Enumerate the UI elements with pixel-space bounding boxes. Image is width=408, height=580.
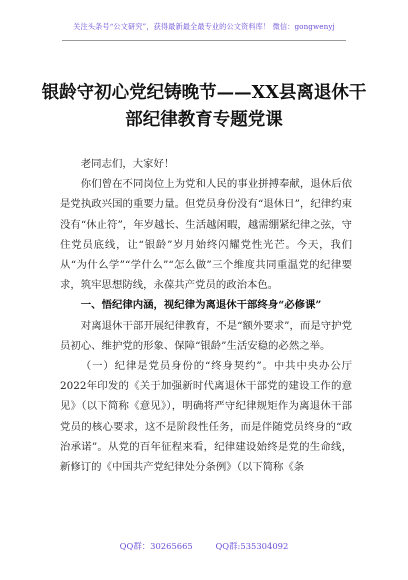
title-line-2: 部纪律教育专题党课 <box>125 110 283 130</box>
header-divider <box>62 40 346 41</box>
greeting: 老同志们，大家好！ <box>80 158 175 170</box>
footer-qq-2: QQ群:535304092 <box>215 541 289 551</box>
section-1-paragraph: 对离退休干部开展纪律教育，不是“额外要求”，而是守护党员初心、维护党的形象、保障“银龄”生活安稳的必然之举。 <box>60 319 352 352</box>
header-banner: 关注头条号“公文研究”，获得最新最全最专业的公文资料库！ 微信：gongwenyj <box>73 22 335 31</box>
footer-qq-1: QQ群：30265665 <box>119 541 193 551</box>
document-body <box>60 154 352 477</box>
intro-paragraph: 你们曾在不同岗位上为党和人民的事业拼搏奉献，退休后依是党执政兴国的重要力量。但党员身份没有“退休日”，纪律约束没有“休止符”，年岁越长、生活越闲暇，越需绷紧纪律之弦，守住党员底线，让“银龄”岁月始终闪耀党性光芒。今天，我们从“为什么学”“学什么”“怎么做”三个维度共同重温党的纪律要求，筑牢思想防线，永葆共产党员的政治本色。 <box>60 178 352 292</box>
footer-contacts <box>0 540 408 552</box>
section-1-heading: 一、悟纪律内涵，视纪律为离退休干部终身“必修课” <box>80 299 322 312</box>
subsection-1-paragraph: （一）纪律是党员身份的“终身契约”。中共中央办公厅2022年印发的《关于加强新时代离退休干部党的建设工作的意见》（以下简称《意见》），明确将严守纪律规矩作为离退休干部党员的核心要求，这不是阶段性任务，而是伴随党员终身的“政治承诺”。从党的百年征程来看，纪律建设始终是党的生命线，新修订的《中国共产党纪律处分条例》（以下简称《条 <box>60 360 352 474</box>
document-title <box>40 80 368 134</box>
title-line-1: 银龄守初心党纪铸晚节——XX县离退休干 <box>41 83 367 103</box>
